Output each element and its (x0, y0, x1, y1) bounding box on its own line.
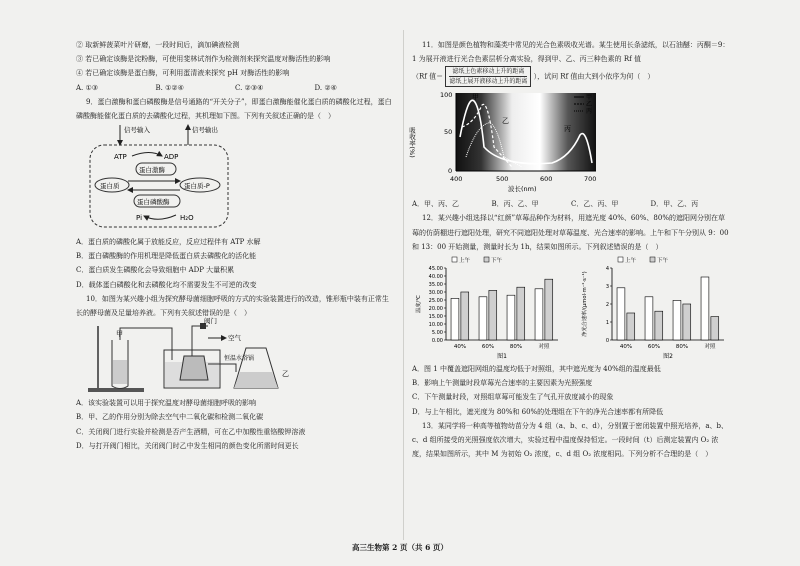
chart2-ylabel: 净光合速率/(μmol·m⁻²·s⁻¹) (582, 271, 588, 337)
q8-option-c[interactable]: C. ②③④ (235, 83, 264, 92)
chart1-ytick-label: 15.00 (428, 314, 443, 321)
chart2-bar (701, 277, 709, 340)
q10-option-d[interactable]: D．与打开阀门相比，关闭阀门时乙中发生相同的颜色变化所需时间更长 (76, 441, 299, 450)
chart1-title: 图1 (497, 353, 507, 361)
chart2-bar (617, 288, 625, 340)
q11-xtick-400: 400 (450, 175, 463, 184)
chart2-xtick-label: 60% (647, 344, 661, 351)
jia-label: 甲 (116, 330, 123, 339)
rf-numerator: 滤纸上色素移动上升的距离 (449, 67, 527, 77)
valve-label: 阀门 (204, 317, 217, 326)
q12-option-c[interactable]: C．下午测量时段，对照组草莓可能发生了气孔开放度减小的现象 (412, 393, 614, 402)
page-footer: 高三生物第 2 页（共 6 页） (352, 543, 448, 552)
signal-out-label: 信号输出 (192, 126, 218, 135)
chart2-legend-label: 上午 (625, 258, 637, 265)
label-bing: 丙 (564, 125, 571, 134)
q10-stem: 10．如图为某兴趣小组为探究酵母菌细胞呼吸的方式的实验装置进行的改造，锥形瓶中装有正常生长的酵母菌及足量培养液。下列有关叙述错误的是（ ） (76, 294, 389, 318)
legend-bing: 丙 (586, 108, 593, 116)
left-column (76, 38, 394, 453)
chart1-bar (517, 287, 525, 340)
chart1-xtick-label: 80% (509, 344, 523, 351)
chart2-bar (673, 300, 681, 340)
chart1-bar (545, 279, 553, 340)
chart1-ytick-label: 25.00 (428, 298, 443, 305)
phosphatase-label: 蛋白磷酸酶 (137, 198, 170, 207)
chart2-bar (683, 304, 691, 340)
q13-stem: 13．某同学将一种高等植物幼苗分为 4 组（a、b、c、d），分别置于密闭装置中照光培养，a、b、c、d 组所接受的光照强度依次增大，实验过程中温度保持恒定。一段时间（t）后测定装置内 O₂ 浓度，结果如图所示，其中 M 为初始 O₂ 浓度，c、d 组 O₂ 浓度相同。下列分析不合理的是（ ） (412, 421, 729, 459)
chart1-xtick-label: 对照 (538, 344, 550, 351)
air-label: 空气 (228, 334, 241, 343)
q8-options (76, 81, 394, 95)
q8-option-d[interactable]: D. ②④ (314, 83, 337, 92)
q8-option-a[interactable]: A. ①③ (76, 83, 99, 92)
chart2-ytick-label: 0 (605, 338, 609, 345)
chart1-ytick-label: 5.00 (431, 330, 443, 337)
chart2-bar (627, 313, 635, 340)
q11-ylabel: 吸收率(%) (408, 127, 416, 159)
q10-option-a[interactable]: A．该实验装置可以用于探究温度对酵母菌细胞呼吸的影响 (76, 399, 257, 408)
q9-option-b[interactable]: B．蛋白磷酸酶的作用机理是降低蛋白质去磷酸化的活化能 (76, 252, 257, 261)
q9-figure (76, 123, 394, 235)
chart2-legend-swatch (618, 257, 623, 262)
legend-jia: 甲 (586, 94, 593, 102)
q12-stem: 12．某兴趣小组选择以“红颜”草莓品种作为材料，用遮光度 40%、60%、80%的遮阳网分别在草莓的仿荫棚进行遮阳处理，研究不同遮阳处理对草莓温度、光合速率的影响。上午和下午分别从 9：00 和 13：00 开始测量，测量时长为 1h，结果如图所示。下列叙述错误的是（ ） (412, 214, 729, 251)
chart2-bar (655, 311, 663, 340)
chart1-ytick-label: 10.00 (428, 322, 443, 329)
chart2-ytick-label: 1 (605, 320, 609, 327)
column-divider (403, 30, 404, 540)
chart1-bar (535, 289, 543, 340)
chart2-title: 图2 (663, 353, 673, 361)
q10-option-b[interactable]: B．甲、乙的作用分别为除去空气中二氧化碳和检测二氧化碳 (76, 413, 264, 422)
chart1-bar (451, 298, 459, 340)
chart-temperature (412, 254, 562, 362)
pi-label: Pi (136, 214, 143, 223)
chart1-ytick-label: 45.00 (428, 266, 443, 273)
chart1-bar (461, 292, 469, 340)
chart1-ytick-label: 0.00 (431, 338, 443, 345)
water-label: H₂O (180, 214, 194, 223)
q10-option-c[interactable]: C．关闭阀门进行实验并检测是否产生酒精，可在乙中加酸性重铬酸钾溶液 (76, 427, 306, 436)
q11-option-d[interactable]: D．甲、乙、丙 (650, 200, 699, 209)
water-pi-arrow (144, 215, 176, 219)
label-yi: 乙 (502, 117, 509, 126)
q8-item-3: ④ 若已确定该酶是蛋白酶，可利用蛋清液来探究 pH 对酶活性的影响 (76, 69, 290, 78)
stand-base (88, 388, 144, 392)
chart1-xtick-label: 40% (453, 344, 467, 351)
chart1-xtick-label: 60% (481, 344, 495, 351)
protein-label: 蛋白质 (100, 182, 120, 191)
q9-diagram (76, 123, 394, 235)
q12-figure (412, 254, 730, 362)
atp-adp-arrow (132, 153, 162, 157)
q9-stem: 9．蛋白激酶和蛋白磷酸酶是信号通路的“开关分子”，即蛋白激酶能催化蛋白质的磷酸化过程，蛋白磷酸酶能催化蛋白质的去磷酸化过程，其机理如下图。下列有关叙述正确的是（ ） (76, 97, 392, 120)
q11-rf-prefix: （Rf 值＝ (412, 72, 444, 81)
q11-option-a[interactable]: A．甲、丙、乙 (412, 200, 460, 209)
q9-option-c[interactable]: C．蛋白质发生磷酸化会导致细胞中 ADP 大量积累 (76, 266, 235, 275)
tube-jia-liquid (113, 360, 127, 384)
chart1-legend-swatch (452, 257, 457, 262)
chart1-ytick-label: 40.00 (428, 274, 443, 281)
chart2-bar (645, 297, 653, 340)
protein-p-label: 蛋白质-P (184, 182, 210, 191)
q11-ytick-50: 50 (444, 128, 453, 137)
q9-option-a[interactable]: A．蛋白质的磷酸化属于放能反应，反应过程伴有 ATP 水解 (76, 238, 261, 247)
flask (180, 356, 208, 380)
absorption-spectrum (408, 87, 730, 197)
q12-option-b[interactable]: B．影响上午测量时段草莓光合速率的主要因素为光照强度 (412, 379, 593, 388)
atp-label: ATP (114, 153, 127, 162)
chart1-legend-label: 下午 (491, 258, 503, 265)
valve-pipe (192, 326, 208, 356)
q11-option-c[interactable]: C．乙、丙、甲 (571, 200, 619, 209)
q11-ytick-0: 0 (448, 167, 453, 176)
chart2-bar (711, 317, 719, 340)
kinase-label: 蛋白激酶 (139, 166, 165, 175)
rf-denominator: 滤纸上展开液移动上升的距离 (449, 78, 528, 86)
q11-figure (408, 87, 730, 197)
q11-ytick-100: 100 (440, 91, 453, 100)
q11-xlabel: 波长(nm) (508, 185, 537, 194)
chart1-bar (507, 295, 515, 340)
chart2-ytick-label: 2 (605, 302, 609, 309)
q11-rf-suffix: ），试问 Rf 值由大到小依序为何（ ） (533, 72, 655, 81)
chart2-legend-label: 下午 (657, 258, 669, 265)
q8-option-b[interactable]: B. ①②④ (155, 83, 184, 92)
q10-apparatus (76, 317, 394, 396)
chart2-legend-swatch (650, 257, 655, 262)
signal-in-label: 信号输入 (124, 126, 150, 135)
chart1-legend-label: 上午 (459, 258, 471, 265)
chart1-ytick-label: 35.00 (428, 282, 443, 289)
chart2-xtick-label: 对照 (704, 344, 716, 351)
q12-option-a[interactable]: A．图 1 中覆盖遮阳网组的温度均低于对照组，其中遮光度为 40%组的温度最低 (412, 365, 661, 374)
chart2-xtick-label: 80% (675, 344, 689, 351)
chart1-bar (479, 297, 487, 340)
q11-option-b[interactable]: B．丙、乙、甲 (491, 200, 539, 209)
chart2-ytick-label: 4 (605, 266, 609, 273)
q8-item-1: ② 取新鲜菠菜叶片研磨，一段时间后，滴加碘液检测 (76, 41, 240, 49)
chart1-bar (489, 290, 497, 340)
chart2-ytick-label: 3 (605, 284, 609, 291)
flask-yi-liquid (234, 372, 278, 388)
adp-label: ADP (164, 153, 179, 162)
q10-figure (76, 317, 394, 396)
yi-label: 乙 (282, 370, 289, 379)
q9-option-d[interactable]: D．载体蛋白磷酸化和去磷酸化均不需要发生不可逆的改变 (76, 280, 257, 289)
q11-rf-line (412, 66, 730, 87)
chart1-ytick-label: 20.00 (428, 306, 443, 313)
bath-label: 恒温水浴锅 (224, 355, 255, 363)
q11-xtick-600: 600 (540, 175, 553, 184)
chart-photosynthesis (578, 254, 728, 362)
chart1-ytick-label: 30.00 (428, 290, 443, 297)
q11-stem: 11．如图是颜色植物和藻类中常见的光合色素吸收光谱。某生使用长条滤纸，以石油醚：丙酮＝9：1 为展开液进行光合色素层析分离实验，得到甲、乙、丙三种色素的 Rf 值 (412, 41, 730, 64)
q12-option-d[interactable]: D．与上午相比，遮光度为 80%和 60%的处理组在下午的净光合速率都有所降低 (412, 407, 664, 416)
right-column (408, 38, 730, 461)
chart1-ylabel: 温度/℃ (416, 295, 422, 313)
legend-yi: 乙 (586, 101, 593, 109)
chart2-xtick-label: 40% (619, 344, 633, 351)
q11-xtick-500: 500 (496, 175, 509, 184)
chart1-legend-swatch (484, 257, 489, 262)
rf-fraction (445, 66, 531, 87)
q8-item-2: ③ 若已确定该酶是淀粉酶，可使用斐林试剂作为检测剂来探究温度对酶活性的影响 (76, 55, 331, 64)
label-jia: 甲 (472, 93, 479, 102)
q11-xtick-700: 700 (584, 175, 597, 184)
q11-options (412, 197, 730, 211)
